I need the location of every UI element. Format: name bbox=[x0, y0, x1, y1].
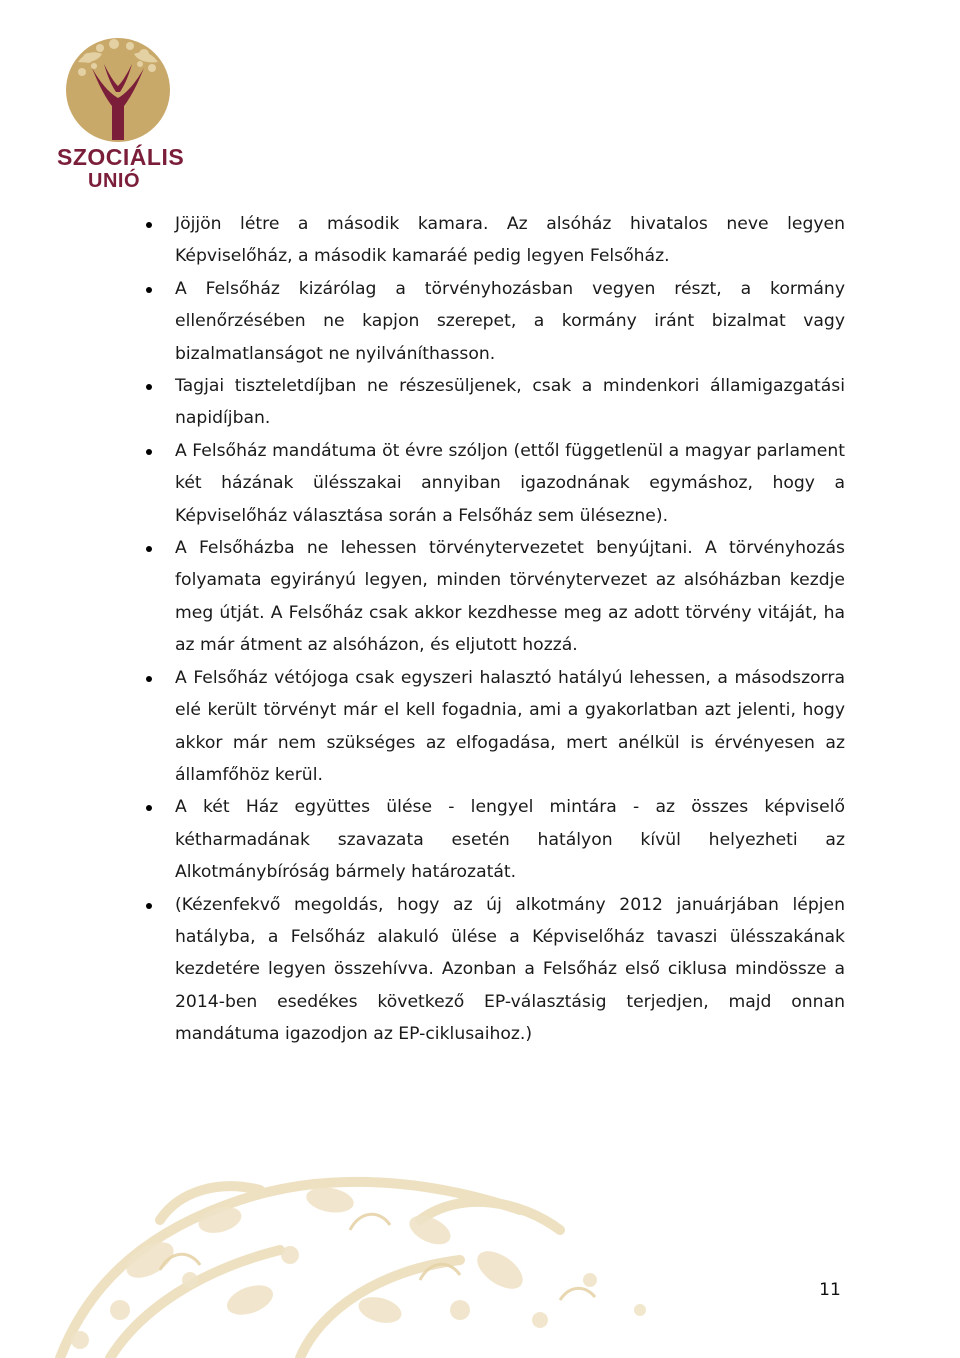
bullet-list bbox=[175, 208, 845, 1051]
list-item: A Felsőházba ne lehessen törvénytervezetet benyújtani. A törvényhozás folyamata egyirányú legyen, minden törvénytervezet az alsóházban kezdje meg útját. A Felsőház csak akkor kezdhesse meg az adott törvény vitáját, ha az már átment az alsóházon, és eljutott hozzá. bbox=[175, 532, 845, 662]
bullet-icon bbox=[146, 805, 152, 811]
list-item: A két Ház együttes ülése - lengyel mintára - az összes képviselő kétharmadának szavazata esetén hatályon kívül helyezheti az Alkotmánybíróság bármely határozatát. bbox=[175, 791, 845, 888]
list-item: A Felsőház kizárólag a törvényhozásban vegyen részt, a kormány ellenőrzésében ne kapjon szerepet, a kormány iránt bizalmat vagy bizalmatlanságot ne nyilváníthasson. bbox=[175, 273, 845, 370]
list-item: (Kézenfekvő megoldás, hogy az új alkotmány 2012 januárjában lépjen hatályba, a Felsőház alakuló ülése a Képviselőház tavaszi ülésszakának kezdetére legyen összehívva. Azonban a Felsőház első ciklusa mindössze a 2014-ben esedékes következő EP-választásig terjedjen, majd onnan mandátuma igazodjon az EP-ciklusaihoz.) bbox=[175, 889, 845, 1051]
list-item: Tagjai tiszteletdíjban ne részesüljenek, csak a mindenkori államigazgatási napidíjban. bbox=[175, 370, 845, 435]
bullet-icon bbox=[146, 384, 152, 390]
logo-wordmark-line1: SZOCIÁLIS bbox=[57, 144, 185, 170]
list-item: A Felsőház vétójoga csak egyszeri halasztó hatályú lehessen, a másodszorra elé került törvényt már el kell fogadnia, ami a gyakorlatban azt jelenti, hogy akkor már nem szükséges az elfogadása, mert anélkül is érvényesen az államfőhöz kerül. bbox=[175, 662, 845, 792]
bullet-icon bbox=[146, 449, 152, 455]
page-number: 11 bbox=[819, 1280, 841, 1300]
logo-wordmark-line2: UNIÓ bbox=[88, 170, 140, 192]
bullet-icon bbox=[146, 222, 152, 228]
bullet-icon bbox=[146, 287, 152, 293]
list-item: A Felsőház mandátuma öt évre szóljon (ettől függetlenül a magyar parlament két házának ülésszakai annyiban igazodnának egymáshoz, hogy a Képviselőház választása során a Felsőház sem ülésezne). bbox=[175, 435, 845, 532]
list-item: Jöjjön létre a második kamara. Az alsóház hivatalos neve legyen Képviselőház, a második kamaráé pedig legyen Felsőház. bbox=[175, 208, 845, 273]
bullet-icon bbox=[146, 546, 152, 552]
bullet-icon bbox=[146, 676, 152, 682]
bullet-icon bbox=[146, 903, 152, 909]
floral-ornament-icon bbox=[0, 1160, 960, 1358]
document-body bbox=[175, 208, 845, 1051]
